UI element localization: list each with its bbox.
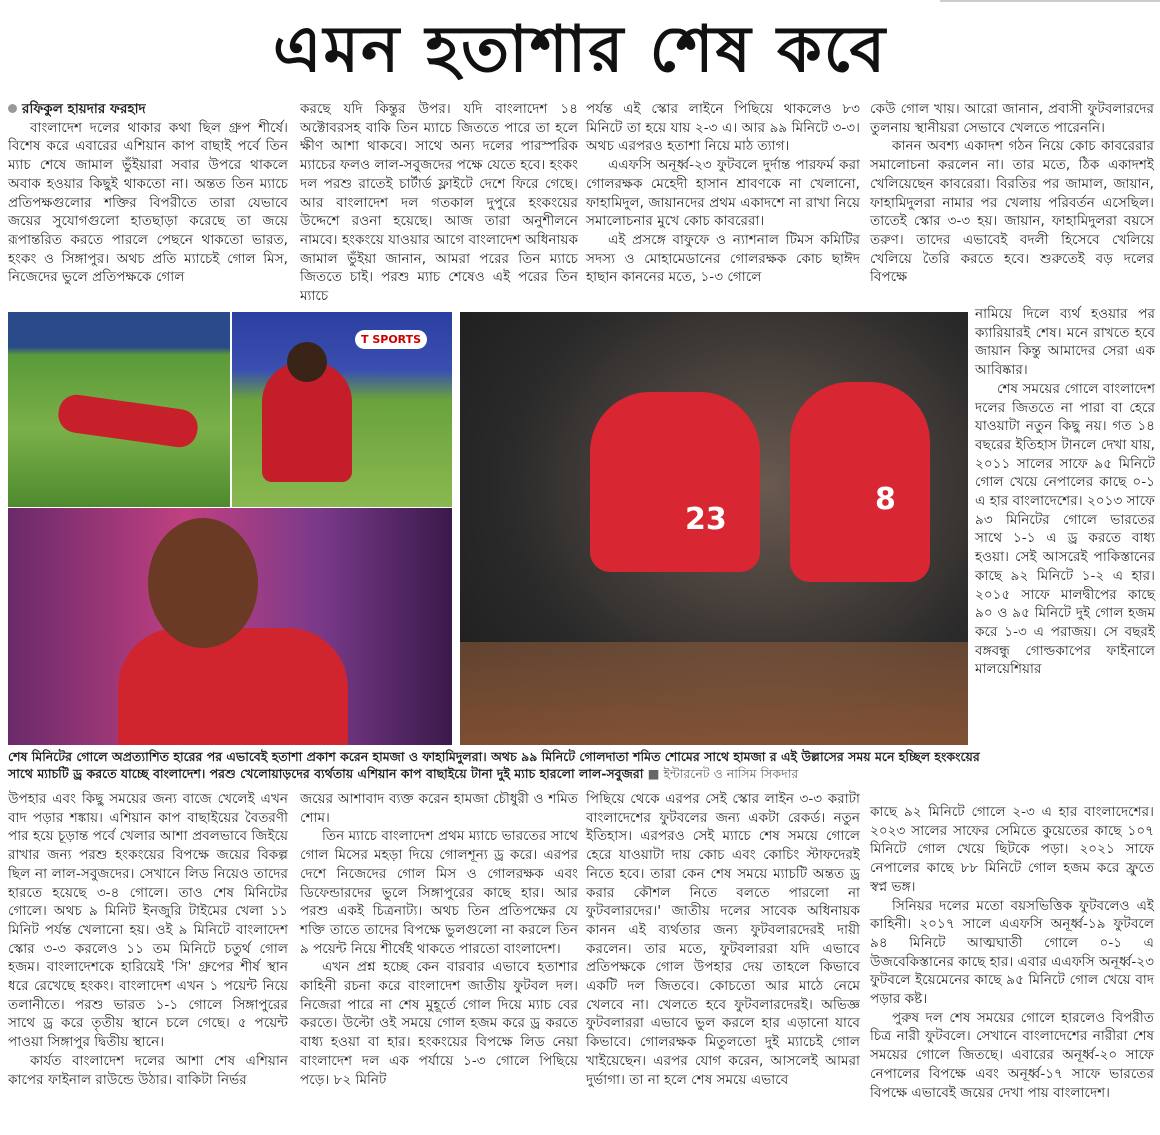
- photo-caption: [8, 748, 998, 782]
- player-head: [287, 342, 327, 382]
- headline: এমন হতাশার শেষ কবে: [272, 12, 888, 87]
- article-side-column: [975, 305, 1155, 679]
- photo-goal-celebration: [460, 312, 968, 745]
- jersey-number: 8: [875, 482, 896, 517]
- paragraph: বাংলাদেশ দলের থাকার কথা ছিল গ্রুপ শীর্ষে। বিশেষ করে এবারের এশিয়ান কাপ বাছাই পর্বে তিন ম্যাচ শেষে জামাল ভুঁইয়ারা সবার উপরে থাকলে অবাক হওয়ার কিছুই থাকতো না। অন্তত তিন ম্যাচে প্রতিপক্ষগুলোর শক্তির বিপরীতে তারা যেভাবে জয়ের সুযোগগুলো হাতছাড়া করেছে তা জয়ে রূপান্তরিত করতে পারলে পেছনে থাকতো ভারত, হংকং ও সিঙ্গাপুর। অথচ প্রতি ম্যাচেই গোল মিস, নিজেদের ভুলে প্রতিপক্ষকে গোল: [8, 119, 288, 286]
- player-head: [148, 518, 258, 648]
- player-shape: [118, 628, 348, 745]
- byline-text: রফিকুল হায়দার ফরহাদ: [22, 101, 146, 117]
- paragraph: পিছিয়ে থেকে এরপর সেই স্কোর লাইন ৩-৩ করাটা বাংলাদেশের ফুটবলের জন্য একটা রেকর্ড। নতুন ইতিহাস। এরপরও সেই ম্যাচে শেষ সময়ে গোলে হেরে যাওয়াটা দায় কোচ এবং কোচিং স্টাফদেরই নিতে হবে। তারা কেন শেষ সময়ে ম্যাচটি অন্তত ড্র করার কৌশল নিতে বলতে পারলো না ফুটবলারদের।' জাতীয় দলের সাবেক অধিনায়ক কানন এই ব্যর্থতার জন্য ফুটবলারদেরই দায়ী করলেন। তার মতে, ফুটবলাররা যদি এভাবে প্রতিপক্ষকে গোল উপহার দেয় তাহলে কিভাবে একটি দল জিতবে। কোচতো আর মাঠে নেমে খেলবে না। খেলতে হবে ফুটবলারদেরই। অভিজ্ঞ ফুটবলাররা এভাবে ভুল করলে হার এড়ানো যাবে কিভাবে। গোলরক্ষক মিতুলতো দুই ম্যাচেই গোল খাইয়েছেন। এরপর যোগ করেন, আসলেই আমরা দুর্ভাগা। তা না হলে শেষ সময়ে এভাবে: [586, 791, 860, 1088]
- photo-player-lying-on-grass: [8, 312, 230, 507]
- paragraph: শেষ সময়ের গোলে বাংলাদেশ দলের জিততে না পারা বা হেরে যাওয়াটা নতুন কিছু নয়। গত ১৪ বছরের ইতিহাস টানলে দেখা যায়, ২০১১ সালের সাফে ৯৫ মিনিটে গোল খেয়ে নেপালের কাছে ০-১ এ হার বাংলাদেশের। ২০১৩ সাফে ৯৩ মিনিটের গোলে ভারতের সাথে ১-১ এ ড্র করতে বাধ্য হওয়া। সেই আসরেই পাকিস্তানের কাছে ৯২ মিনিটে ১-২ এ হার। ২০১৫ সাফে মালদ্বীপের কাছে ৯০ ও ৯৫ মিনিটে দুই গোল হজম করে ১-৩ এ পরাজয়। সে বছরই বঙ্গবন্ধু গোল্ডকাপের ফাইনালে মালয়েশিয়ার: [975, 380, 1155, 678]
- paragraph: কানন অবশ্য একাদশ গঠন নিয়ে কোচ কাবরেরার সমালোচনা করলেন না। তার মতে, ঠিক একাদশই খেলিয়েছেন কাবরেরা। বিরতির পর জামাল, জায়ান, ফাহামিদুলরা নামার পর খেলায় পরিবর্তন এসেছিল। তাতেই স্কোর ৩-৩ হয়। জায়ান, ফাহামিদুলরা বয়সে তরুণ। তাদের এভাবেই বদলী হিসেবে খেলিয়ে খেলিয়ে তৈরি করতে হবে। শুরুতেই বড় দলের বিপক্ষে: [870, 138, 1154, 286]
- article-column-4: [870, 100, 1154, 287]
- paragraph: কাছে ৯২ মিনিটে গোলে ২-৩ এ হার বাংলাদেশের। ২০২৩ সালের সাফের সেমিতে কুয়েতের কাছে ১০৭ মিনিটে গোল খেয়ে ছিটকে পড়া। ২০২১ সাফে নেপালের কাছে ৮৮ মিনিটে গোল হজম করে ফ্রুতে স্বপ্ন ভঙ্গ।: [870, 804, 1154, 895]
- paragraph: কেউ গোল খায়। আরো জানান, প্রবাসী ফুটবলারদের তুলনায় স্থানীয়রা সেভাবে খেলতে পারেননি।: [870, 101, 1154, 136]
- crowd-area: [460, 642, 968, 745]
- paragraph: এএফসি অনূর্ধ্ব-২৩ ফুটবলে দুর্দান্ত পারফর্ম করা গোলরক্ষক মেহেদী হাসান শ্রাবণকে না খেলানো, ফাহামিদুল, জায়ানদের প্রথম একাদশে না রাখা নিয়ে সমালোচনার মুখে কোচ কাবরেরা।: [586, 157, 860, 230]
- article-column-2: [300, 100, 578, 306]
- bullet-icon: [8, 104, 17, 113]
- article-column-6: [300, 790, 578, 1089]
- player-shape: [790, 382, 930, 582]
- article-column-8: [870, 803, 1154, 1102]
- paragraph: নামিয়ে দিলে ব্যর্থ হওয়ার পর ক্যারিয়ারই শেষ। মনে রাখতে হবে জায়ান কিন্তু আমাদের সেরা এক আবিষ্কার।: [975, 306, 1155, 379]
- caption-text: শেষ মিনিটের গোলে অপ্রত্যাশিত হারের পর এভাবেই হতাশা প্রকাশ করেন হামজা ও ফাহামিদুলরা। অথচ ৯৯ মিনিটে গোলদাতা শমিত শোমের সাথে হামজা র এই উল্লাসের সময় মনে হচ্ছিল হংকংয়ের সাথে ম্যাচটি ড্র করতে যাচ্ছে বাংলাদেশ। পরশু খেলোয়াড়দের ব্যর্থতায় এশিয়ান কাপ বাছাইয়ে টানা দুই ম্যাচ হারলো লাল-সবুজরা: [8, 749, 980, 781]
- paragraph: করছে যদি কিন্তুর উপর। যদি বাংলাদেশ ১৪ অক্টোবরসহ বাকি তিন ম্যাচে জিততে পারে তা হলে ক্ষীণ আশা থাকবে। সাথে অন্য দলের পারস্পরিক ম্যাচের ফলও লাল-সবুজদের পক্ষে যেতে হবে। হংকং দল পরশু রাতেই চার্টার্ড ফ্লাইটে দেশে ফিরে গেছে। আর বাংলাদেশ দল গতকাল দুপুরে হংকংয়ের উদ্দেশে রওনা হয়েছে। আজ তারা অনুশীলনে নামবে। হংকংয়ে যাওয়ার আগে বাংলাদেশ অধিনায়ক জামাল ভুঁইয়া জানান, আমরা পরের তিন ম্যাচে জিততে চাই। পরশু ম্যাচ শেষেও এই পরের তিন ম্যাচে: [300, 101, 578, 305]
- player-shape: [590, 392, 760, 572]
- tsports-logo: T SPORTS: [355, 330, 427, 349]
- paragraph: কার্যত বাংলাদেশ দলের আশা শেষ এশিয়ান কাপের ফাইনাল রাউন্ডে উঠার। বাকিটা নির্ভর: [8, 1052, 288, 1088]
- top-rule: [940, 0, 1160, 2]
- paragraph: সিনিয়র দলের মতো বয়সভিত্তিক ফুটবলেও এই কাহিনী। ২০১৭ সালে এএফসি অনূর্ধ্ব-১৯ ফুটবলে ৯৪ মিনিটে আত্মঘাতী গোলে ০-১ এ উজবেকিস্তানের কাছে হার। এবার এএফসি অনূর্ধ্ব-২৩ ফুটবলে ইয়েমেনের কাছে ৯৫ মিনিটে গোল খেয়ে বাদ পড়ার কষ্ট।: [870, 897, 1154, 1008]
- article-column-3: [586, 100, 860, 287]
- paragraph: এই প্রসঙ্গে বাফুফে ও ন্যাশনাল টিমস কমিটির সদস্য ও মোহামেডানের গোলরক্ষক কোচ ছাঈদ হাছান কাননের মতে, ১-৩ গোলে: [586, 231, 860, 286]
- photo-credit: ■ ইন্টারনেট ও নাসিম সিকদার: [647, 766, 799, 781]
- paragraph: পর্যন্ত এই স্কোর লাইনে পিছিয়ে থাকলেও ৮৩ মিনিটে তা হয়ে যায় ২-৩ এ। আর ৯৯ মিনিটে ৩-৩। অথচ এরপরও হতাশা নিয়ে মাঠ ত্যাগ।: [586, 101, 860, 155]
- paragraph: তিন ম্যাচে বাংলাদেশ প্রথম ম্যাচে ভারতের সাথে গোল মিসের মহড়া দিয়ে গোলশূন্য ড্র করে। এরপর দেশে নিজেদের গোল মিস ও গোলরক্ষক এবং ডিফেন্ডারদের ভুলে সিঙ্গাপুরের কাছে হার। আর পরশু একই চিত্রনাট্য। অথচ তিন প্রতিপক্ষের যে শক্তি তাতে তাদের বিপক্ষে ভুলগুলো না করলে তিন ৯ পয়েন্ট নিয়ে শীর্ষেই থাকতে পারতো বাংলাদেশ।: [300, 828, 578, 957]
- paragraph: এখন প্রশ্ন হচ্ছে কেন বারবার এভাবে হতাশার কাহিনী রচনা করে বাংলাদেশ জাতীয় ফুটবল দল। নিজেরা পারে না শেষ মুহূর্তে গোল দিয়ে ম্যাচ বের করতে। উল্টো ওই সময়ে গোল হজম করে ড্র করতে বাধ্য হওয়া বা হার। হংকংয়ের বিপক্ষে লিড নেয়া বাংলাদেশ দল এক পর্যায়ে ১-৩ গোলে পিছিয়ে পড়ে। ৮২ মিনিট: [300, 959, 578, 1088]
- paragraph: পুরুষ দল শেষ সময়ের গোলে হারলেও বিপরীত চিত্র নারী ফুটবলে। সেখানে বাংলাদেশের নারীরা শেষ সময়ের গোলে জিতছে। এবারের অনূর্ধ্ব-২০ সাফে নেপালের বিপক্ষে এবং অনূর্ধ্ব-১৭ সাফে ভারতের বিপক্ষে এভাবেই জয়ের দেখা পায় বাংলাদেশ।: [870, 1009, 1154, 1101]
- article-column-5: [8, 790, 288, 1089]
- photo-player-sitting-closeup: [8, 508, 452, 745]
- player-shape: [56, 392, 200, 449]
- byline: [8, 100, 288, 119]
- article-column-7: [586, 790, 860, 1089]
- paragraph: জয়ের আশাবাদ ব্যক্ত করেন হামজা চৌধুরী ও শমিত শোম।: [300, 791, 578, 826]
- article-column-1: [8, 100, 288, 287]
- paragraph: উপহার এবং কিছু সময়ের জন্য বাজে খেলেই এখন বাদ পড়ার শঙ্কায়। এশিয়ান কাপ বাছাইয়ের বৈতরণী পার হয়ে চূড়ান্ত পর্বে খেলার আশা প্রবলভাবে জিইয়ে রাখার জন্য পরশু হংকংয়ের বিপক্ষে জয়ের বিকল্প ছিল না লাল-সবুজদের। সেখানে লিড নিয়েও তাদের হারতে হয়েছে ৩-৪ গোলে। তাও শেষ মিনিটের গোলে। অথচ ৯ মিনিট ইনজুরি টাইমের খেলা ১১ মিনিট পর্যন্ত খেলানো হয়। ওই ৯ মিনিটে বাংলাদেশ স্কোর ৩-৩ করলেও ১১ তম মিনিটে চতুর্থ গোল হজম। বাংলাদেশকে হারিয়েই 'সি' গ্রুপের শীর্ষ স্থান ধরে রেখেছে হংকং। বাংলাদেশ এখন ১ পয়েন্ট নিয়ে তলানীতে। পরশু ভারত ১-১ গোলে সিঙ্গাপুরের সাথে ড্র করে তৃতীয় স্থানে চলে গেছে। ৫ পয়েন্ট পাওয়া সিঙ্গাপুর দ্বিতীয় স্থানে।: [8, 791, 288, 1051]
- jersey-number: 23: [685, 502, 727, 537]
